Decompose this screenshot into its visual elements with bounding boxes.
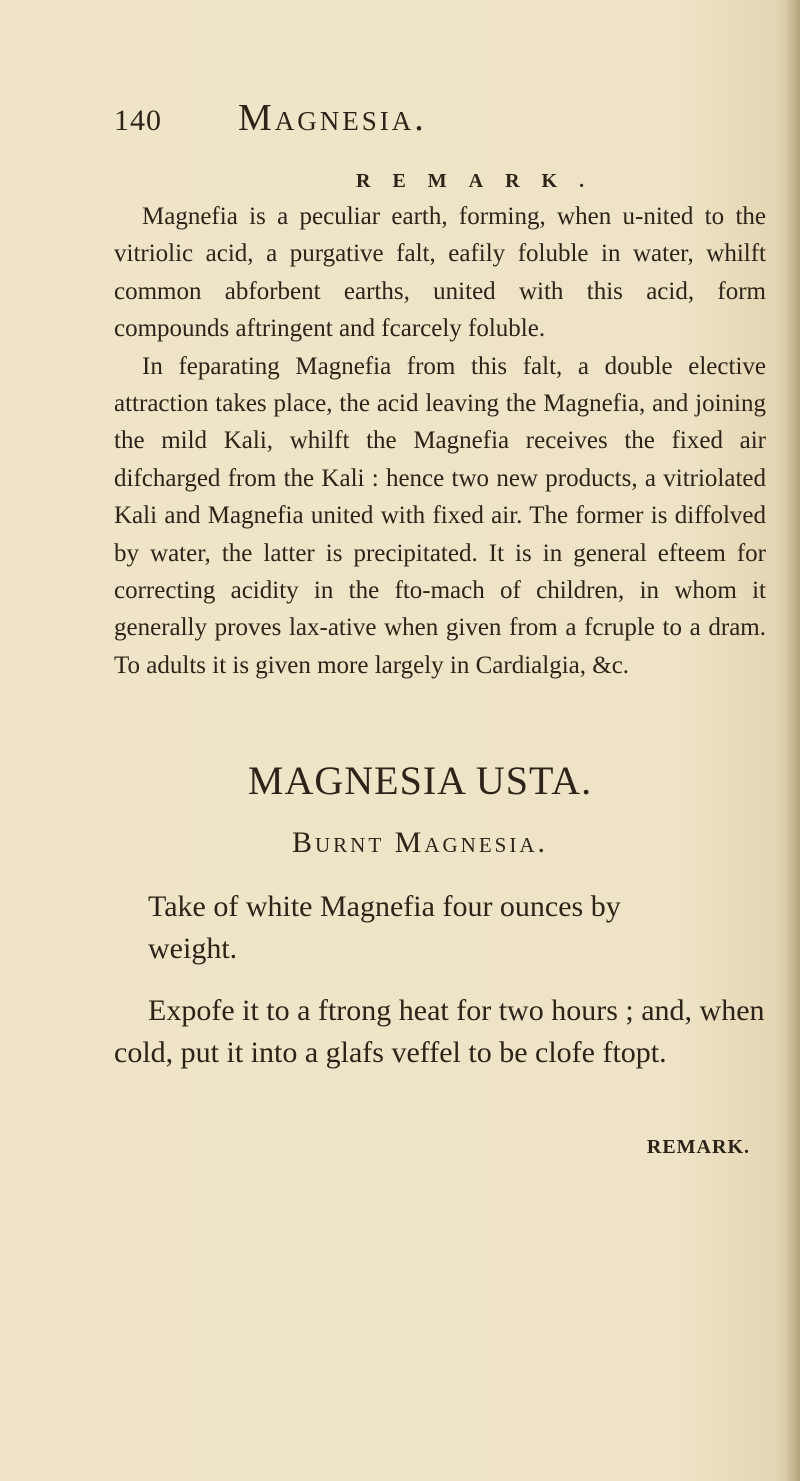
section-title: MAGNESIA USTA. [247, 758, 593, 803]
section-subtitle: Burnt Magnesia. [291, 826, 548, 859]
page-edge-shadow [786, 0, 800, 1481]
remark-paragraph-1: Magnefia is a peculiar earth, forming, when u-nited to the vitriolic acid, a purgative falt, eafily foluble in water, whilft common abforbent earths, united with this acid, form compounds aftringent and fcarcely foluble. [114, 203, 766, 343]
recipe-instruction: Expofe it to a ftrong heat for two hours ; and, when cold, put it into a glafs veffel to be clofe ftopt. [114, 994, 765, 1069]
recipe-text [114, 886, 766, 1074]
page-number: 140 [114, 104, 162, 137]
catchword: REMARK. [646, 1136, 750, 1158]
page-header [114, 96, 634, 146]
recipe-line-1: Take of white Magnefia four ounces by [148, 890, 621, 923]
remark-body [114, 198, 766, 684]
recipe-line-2: weight. [148, 932, 238, 965]
remark-paragraph-2: In feparating Magnefia from this falt, a double elective attraction takes place, the acid leaving the Magnefia, and joining the mild Kali, whilft the Magnefia receives the fixed air difcharged from the Kali : hence two new products, a vitriolated Kali and Magnefia united with fixed air. The former is diffolved by water, the latter is precipitated. It is in general efteem for correcting acidity in the fto-mach of children, in whom it generally proves lax-ative when given from a fcruple to a dram. To adults it is given more largely in Cardialgia, &c. [114, 352, 766, 679]
running-head: Magnesia. [238, 97, 427, 139]
remark-heading: REMARK. [356, 170, 607, 192]
